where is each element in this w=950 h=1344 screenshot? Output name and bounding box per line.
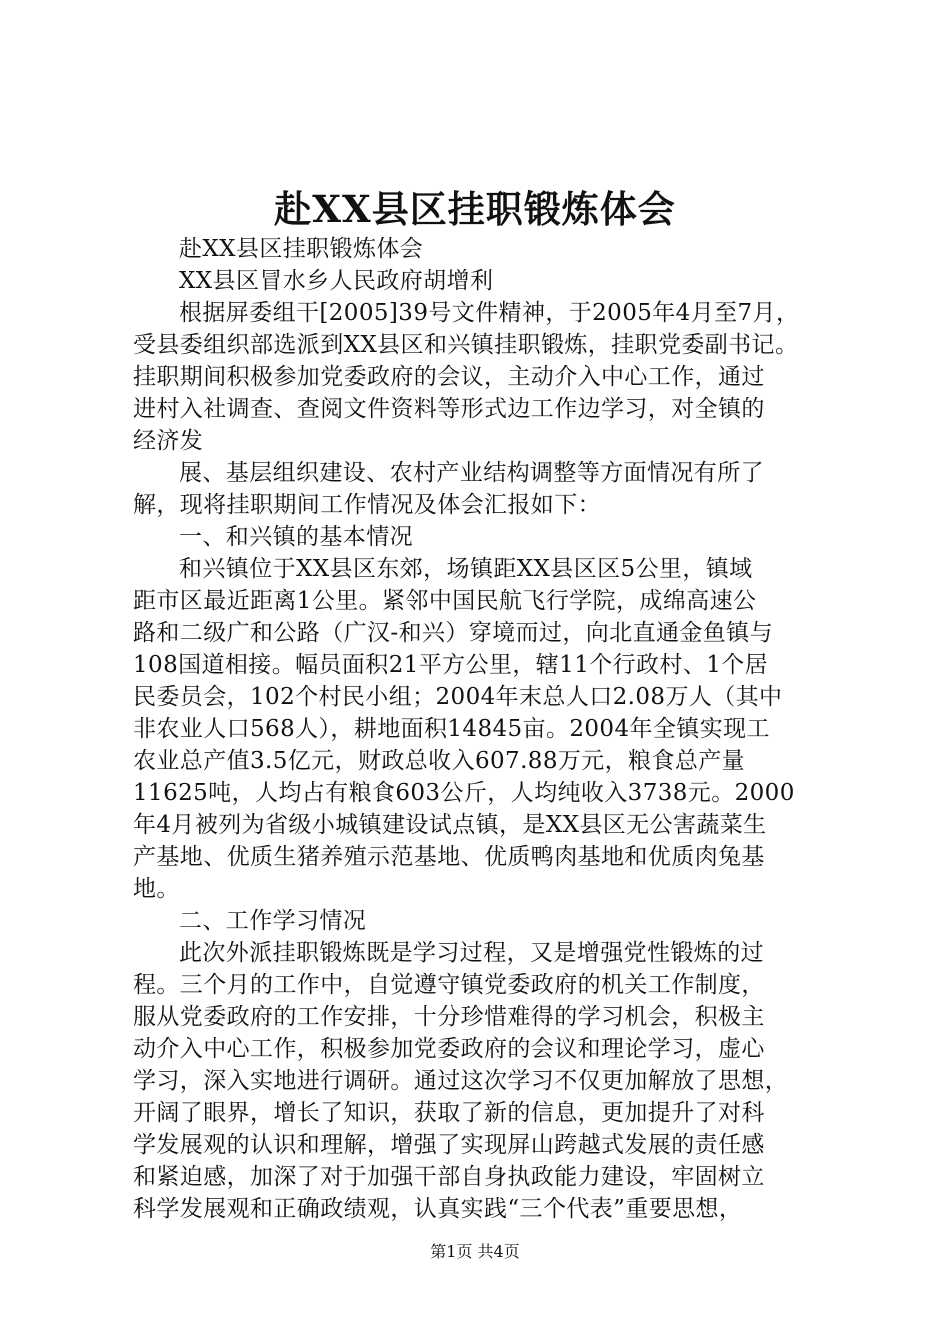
text-line: 和兴镇位于XX县区东郊，场镇距XX县区区5公里，镇域	[179, 556, 753, 582]
text-line: 距市区最近距离1公里。紧邻中国民航飞行学院，成绵高速公	[133, 588, 757, 614]
text-line: 根据屏委组干[2005]39号文件精神，于2005年4月至7月，	[179, 300, 800, 326]
text-line: 非农业人口568人），耕地面积14845亩。2004年全镇实现工	[133, 716, 770, 742]
text-line: 解，现将挂职期间工作情况及体会汇报如下：	[133, 492, 601, 518]
text-line: 和紧迫感，加深了对于加强干部自身执政能力建设，牢固树立	[133, 1164, 765, 1190]
text-line: 科学发展观和正确政绩观，认真实践“三个代表”重要思想，	[133, 1196, 743, 1222]
text-line: 农业总产值3.5亿元，财政总收入607.88万元，粮食总产量	[133, 748, 746, 774]
text-line: 11625吨，人均占有粮食603公斤，人均纯收入3738元。2000	[133, 780, 795, 806]
text-line: 开阔了眼界，增长了知识，获取了新的信息，更加提升了对科	[133, 1100, 765, 1126]
text-line: 地。	[133, 876, 180, 902]
page-footer: 第1页 共4页	[430, 1242, 520, 1261]
text-line: 服从党委政府的工作安排，十分珍惜难得的学习机会，积极主	[133, 1004, 765, 1030]
document-body	[133, 233, 823, 1225]
text-line: 动介入中心工作，积极参加党委政府的会议和理论学习，虚心	[133, 1036, 765, 1062]
text-line: 经济发	[133, 428, 204, 454]
text-line: 学习，深入实地进行调研。通过这次学习不仅更加解放了思想，	[133, 1068, 789, 1094]
text-line: 二、工作学习情况	[179, 908, 367, 934]
text-line: 一、和兴镇的基本情况	[179, 524, 413, 550]
text-line: 民委员会，102个村民小组；2004年末总人口2.08万人（其中	[133, 684, 783, 710]
text-line: 路和二级广和公路（广汉-和兴）穿境而过，向北直通金鱼镇与	[133, 620, 773, 646]
text-line: 展、基层组织建设、农村产业结构调整等方面情况有所了	[179, 460, 764, 486]
text-line: 挂职期间积极参加党委政府的会议，主动介入中心工作，通过	[133, 364, 765, 390]
text-line: 年4月被列为省级小城镇建设试点镇，是XX县区无公害蔬菜生	[133, 812, 767, 838]
text-line: 赴XX县区挂职锻炼体会	[179, 236, 424, 262]
text-line: 程。三个月的工作中，自觉遵守镇党委政府的机关工作制度，	[133, 972, 765, 998]
text-line: 学发展观的认识和理解，增强了实现屏山跨越式发展的责任感	[133, 1132, 765, 1158]
text-line: 进村入社调查、查阅文件资料等形式边工作边学习，对全镇的	[133, 396, 765, 422]
text-line: XX县区冒水乡人民政府胡增利	[179, 268, 494, 294]
text-line: 产基地、优质生猪养殖示范基地、优质鸭肉基地和优质肉兔基	[133, 844, 765, 870]
document-title: 赴XX县区挂职锻炼体会	[274, 187, 676, 231]
text-line: 此次外派挂职锻炼既是学习过程，又是增强党性锻炼的过	[179, 940, 764, 966]
text-line: 受县委组织部选派到XX县区和兴镇挂职锻炼，挂职党委副书记。	[133, 332, 799, 358]
text-line: 108国道相接。幅员面积21平方公里，辖11个行政村、1个居	[133, 652, 769, 678]
